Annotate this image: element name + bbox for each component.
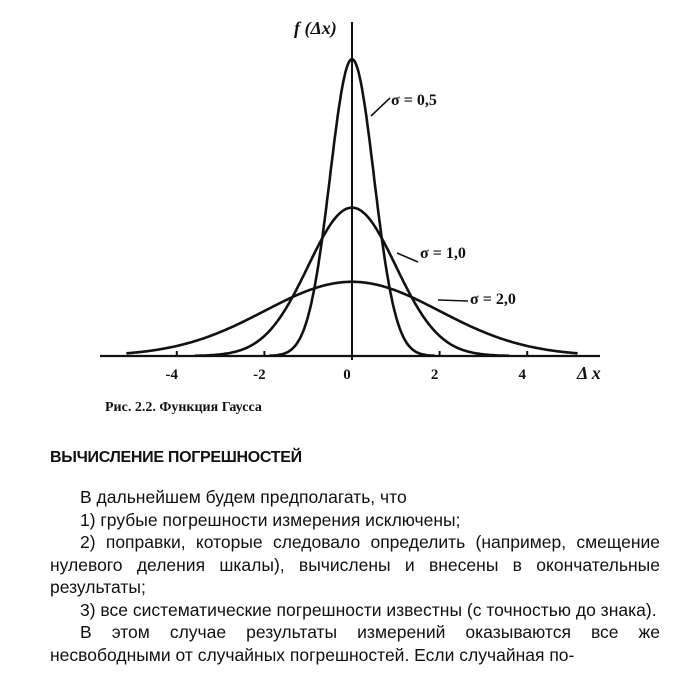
- paragraph: 1) грубые погрешности измерения исключены;: [80, 509, 461, 530]
- chart-labels: [294, 18, 601, 383]
- series-label: σ = 2,0: [470, 291, 516, 308]
- x-tick-label: -2: [253, 367, 266, 383]
- series-label: σ = 0,5: [391, 92, 437, 109]
- paragraph: 2) поправки, которые следовало определить (например, смещение нулевого деления шкалы), вычислены и внесены в окончательные результаты;: [50, 532, 660, 597]
- paragraph: 3) все систематические погрешности известны (с точностью до знака).: [80, 599, 657, 620]
- x-tick-label: 2: [430, 367, 439, 383]
- body-text: [50, 486, 660, 666]
- figure-caption: Рис. 2.2. Функция Гаусса: [105, 400, 262, 415]
- series-label-leader: [371, 98, 390, 116]
- x-tick-label: 0: [343, 367, 351, 383]
- x-tick-label: -4: [165, 367, 179, 383]
- x-tick-label: 4: [518, 367, 526, 383]
- series-label-leader: [438, 300, 468, 301]
- x-axis-label: Δ x: [577, 363, 601, 383]
- section-heading: ВЫЧИСЛЕНИЕ ПОГРЕШНОСТЕЙ: [50, 449, 302, 466]
- paragraph: В дальнейшем будем предполагать, что: [80, 487, 407, 507]
- y-axis-label: f (Δx): [294, 18, 337, 38]
- paragraph: В этом случае результаты измерений оказываются все же несвободными от случайных погрешностей. Если случайная по-: [50, 622, 660, 665]
- series-label: σ = 1,0: [420, 245, 466, 262]
- chart-axes: [100, 22, 600, 360]
- series-label-leader: [397, 253, 418, 262]
